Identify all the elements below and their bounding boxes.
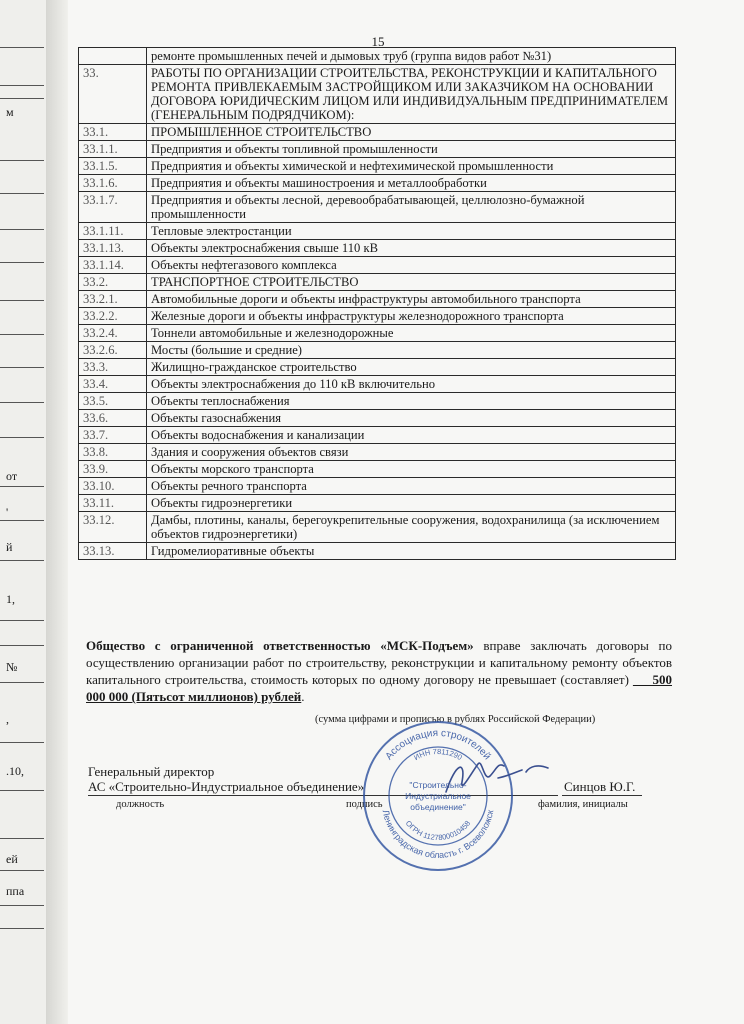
page-fragment: ппа bbox=[6, 884, 25, 898]
work-code-cell: 33.7. bbox=[79, 427, 147, 444]
rule-line bbox=[0, 85, 44, 86]
rule-line bbox=[0, 334, 44, 335]
stamp-center-line-1: "Строительно- bbox=[409, 780, 467, 790]
work-title-cell: ремонте промышленных печей и дымовых труб (группа видов работ №31) bbox=[147, 48, 676, 65]
work-title-cell: Предприятия и объекты топливной промышленности bbox=[147, 141, 676, 158]
table-row bbox=[79, 175, 676, 192]
work-title-cell: Объекты речного транспорта bbox=[147, 478, 676, 495]
work-code-cell bbox=[79, 48, 147, 65]
work-title-cell: Предприятия и объекты лесной, деревообрабатывающей, целлюлозно-бумажной промышленности bbox=[147, 192, 676, 223]
table-row bbox=[79, 461, 676, 478]
work-title-cell: Тепловые электростанции bbox=[147, 223, 676, 240]
work-code-cell: 33.1.7. bbox=[79, 192, 147, 223]
table-row bbox=[79, 124, 676, 141]
work-code-cell: 33.4. bbox=[79, 376, 147, 393]
table-row bbox=[79, 65, 676, 124]
work-title-cell: Объекты нефтегазового комплекса bbox=[147, 257, 676, 274]
page-fragment: ' bbox=[6, 505, 9, 519]
company-name: Общество с ограниченной ответственностью «МСК-Подъем» bbox=[86, 638, 474, 653]
stamp-inn-text-path: ИНН 7811290 bbox=[412, 746, 464, 763]
work-title-cell: ТРАНСПОРТНОЕ СТРОИТЕЛЬСТВО bbox=[147, 274, 676, 291]
work-title-cell: Объекты электроснабжения свыше 110 кВ bbox=[147, 240, 676, 257]
work-code-cell: 33. bbox=[79, 65, 147, 124]
rule-line bbox=[0, 645, 44, 646]
book-gutter bbox=[46, 0, 68, 1024]
table-row bbox=[79, 158, 676, 175]
rule-line bbox=[0, 928, 44, 929]
caption-name: фамилия, инициалы bbox=[538, 799, 628, 810]
table-row bbox=[79, 325, 676, 342]
work-code-cell: 33.6. bbox=[79, 410, 147, 427]
table-row bbox=[79, 359, 676, 376]
work-code-cell: 33.2.4. bbox=[79, 325, 147, 342]
work-code-cell: 33.1.6. bbox=[79, 175, 147, 192]
work-code-cell: 33.9. bbox=[79, 461, 147, 478]
work-title-cell: Автомобильные дороги и объекты инфраструктуры автомобильного транспорта bbox=[147, 291, 676, 308]
table-row bbox=[79, 274, 676, 291]
table-row bbox=[79, 342, 676, 359]
adjacent-page-edge bbox=[0, 0, 47, 1024]
page-number: 15 bbox=[371, 34, 385, 49]
work-code-cell: 33.2.2. bbox=[79, 308, 147, 325]
table-row bbox=[79, 495, 676, 512]
rule-line bbox=[0, 682, 44, 683]
document-page bbox=[68, 0, 744, 1024]
work-title-cell: Мосты (большие и средние) bbox=[147, 342, 676, 359]
table-row bbox=[79, 308, 676, 325]
paragraph-end: . bbox=[301, 689, 305, 704]
work-types-table bbox=[78, 47, 676, 560]
work-code-cell: 33.8. bbox=[79, 444, 147, 461]
work-title-cell: Предприятия и объекты химической и нефтехимической промышленности bbox=[147, 158, 676, 175]
table-row bbox=[79, 427, 676, 444]
page-fragment: , bbox=[6, 712, 9, 726]
signatory-name: Синцов Ю.Г. bbox=[564, 779, 636, 794]
rule-line bbox=[0, 193, 44, 194]
work-title-cell: РАБОТЫ ПО ОРГАНИЗАЦИИ СТРОИТЕЛЬСТВА, РЕКОНСТРУКЦИИ И КАПИТАЛЬНОГО РЕМОНТА ПРИВЛЕКАЕМЫМ ЗАСТРОЙЩИКОМ ИЛИ ЗАКАЗЧИКОМ НА ОСНОВАНИИ ДОГОВОРА ЮРИДИЧЕСКИМ ЛИЦОМ ИЛИ ИНДИВИДУАЛЬНЫМ ПРЕДПРИНИМАТЕЛЕМ (ГЕНЕРАЛЬНЫМ ПОДРЯДЧИКОМ): bbox=[147, 65, 676, 124]
work-code-cell: 33.12. bbox=[79, 512, 147, 543]
signature-stroke bbox=[446, 763, 548, 792]
work-code-cell: 33.1.1. bbox=[79, 141, 147, 158]
work-title-cell: Объекты теплоснабжения bbox=[147, 393, 676, 410]
work-code-cell: 33.13. bbox=[79, 543, 147, 560]
work-code-cell: 33.10. bbox=[79, 478, 147, 495]
work-code-cell: 33.5. bbox=[79, 393, 147, 410]
work-code-cell: 33.2.1. bbox=[79, 291, 147, 308]
contract-limit-amount: ___500 000 000 (Пятьсот миллионов) рублей bbox=[86, 672, 672, 704]
rule-line bbox=[0, 229, 44, 230]
table-row bbox=[79, 291, 676, 308]
work-title-cell: ПРОМЫШЛЕННОЕ СТРОИТЕЛЬСТВО bbox=[147, 124, 676, 141]
table-row bbox=[79, 257, 676, 274]
signatory-position: Генеральный директор bbox=[88, 764, 215, 779]
work-title-cell: Объекты газоснабжения bbox=[147, 410, 676, 427]
work-title-cell: Здания и сооружения объектов связи bbox=[147, 444, 676, 461]
stamp-ogrn-text-path: ОГРН 1127800010458 bbox=[403, 818, 473, 843]
page-fragment: .10, bbox=[6, 764, 24, 778]
work-title-cell: Гидромелиоративные объекты bbox=[147, 543, 676, 560]
rule-line bbox=[0, 520, 44, 521]
work-title-cell: Объекты электроснабжения до 110 кВ включительно bbox=[147, 376, 676, 393]
rule-line bbox=[0, 98, 44, 99]
signatory-organization: АС «Строительно-Индустриальное объединение» bbox=[88, 779, 365, 794]
rule-line bbox=[0, 437, 44, 438]
table-row bbox=[79, 410, 676, 427]
work-code-cell: 33.1.5. bbox=[79, 158, 147, 175]
rule-line bbox=[0, 742, 44, 743]
work-title-cell: Тоннели автомобильные и железнодорожные bbox=[147, 325, 676, 342]
work-code-cell: 33.2.6. bbox=[79, 342, 147, 359]
table-row bbox=[79, 141, 676, 158]
rule-line bbox=[0, 838, 44, 839]
caption-position: должность bbox=[116, 799, 165, 810]
work-code-cell: 33.1.11. bbox=[79, 223, 147, 240]
stamp-outer-text-path: Ассоциация строителей bbox=[383, 727, 493, 763]
work-code-cell: 33.1. bbox=[79, 124, 147, 141]
table-row bbox=[79, 376, 676, 393]
rule-line bbox=[0, 367, 44, 368]
caption-signature: подпись bbox=[346, 799, 383, 810]
table-row bbox=[79, 240, 676, 257]
work-code-cell: 33.1.14. bbox=[79, 257, 147, 274]
rule-line bbox=[0, 300, 44, 301]
rule-line bbox=[0, 47, 44, 48]
rule-line bbox=[0, 620, 44, 621]
stamp-center-line-2: Индустриальное bbox=[405, 791, 471, 801]
sum-caption: (сумма цифрами и прописью в рублях Российской Федерации) bbox=[315, 714, 596, 725]
work-code-cell: 33.11. bbox=[79, 495, 147, 512]
work-title-cell: Объекты водоснабжения и канализации bbox=[147, 427, 676, 444]
work-title-cell: Дамбы, плотины, каналы, берегоукрепительные сооружения, водохранилища (за исключением объектов гидроэнергетики) bbox=[147, 512, 676, 543]
table-row bbox=[79, 444, 676, 461]
work-title-cell: Объекты морского транспорта bbox=[147, 461, 676, 478]
page-fragment: от bbox=[6, 469, 18, 483]
page-fragment: ей bbox=[6, 852, 18, 866]
page-fragment: 1, bbox=[6, 592, 15, 606]
rule-line bbox=[0, 790, 44, 791]
permission-paragraph bbox=[86, 637, 672, 705]
table-row bbox=[79, 543, 676, 560]
table-row bbox=[79, 393, 676, 410]
rule-line bbox=[0, 160, 44, 161]
work-title-cell: Жилищно-гражданское строительство bbox=[147, 359, 676, 376]
rule-line bbox=[0, 486, 44, 487]
rule-line bbox=[0, 402, 44, 403]
rule-line bbox=[0, 905, 44, 906]
work-code-cell: 33.2. bbox=[79, 274, 147, 291]
page-fragment: № bbox=[6, 660, 18, 674]
work-title-cell: Предприятия и объекты машиностроения и металлообработки bbox=[147, 175, 676, 192]
stamp-region-text-path: Ленинградская область г. Всеволожск bbox=[380, 808, 496, 861]
work-code-cell: 33.1.13. bbox=[79, 240, 147, 257]
rule-line bbox=[0, 870, 44, 871]
work-types-table-body bbox=[79, 48, 676, 560]
stamp-center-line-3: объединение" bbox=[410, 802, 466, 812]
permission-text: вправе заключать договоры по осуществлению организации работ по строительству, реконструкции и капитальному ремонту объектов капитального строительства, стоимость которых по одному договору не превышает (составляет) bbox=[86, 638, 672, 687]
table-row bbox=[79, 48, 676, 65]
table-row bbox=[79, 223, 676, 240]
page-fragment: м bbox=[6, 105, 14, 119]
handwritten-signature bbox=[438, 752, 558, 802]
table-row bbox=[79, 512, 676, 543]
work-code-cell: 33.3. bbox=[79, 359, 147, 376]
work-title-cell: Объекты гидроэнергетики bbox=[147, 495, 676, 512]
table-row bbox=[79, 478, 676, 495]
rule-line bbox=[0, 262, 44, 263]
table-row bbox=[79, 192, 676, 223]
rule-line bbox=[0, 560, 44, 561]
page-fragment: й bbox=[6, 540, 13, 554]
work-title-cell: Железные дороги и объекты инфраструктуры железнодорожного транспорта bbox=[147, 308, 676, 325]
name-underline bbox=[562, 795, 642, 796]
